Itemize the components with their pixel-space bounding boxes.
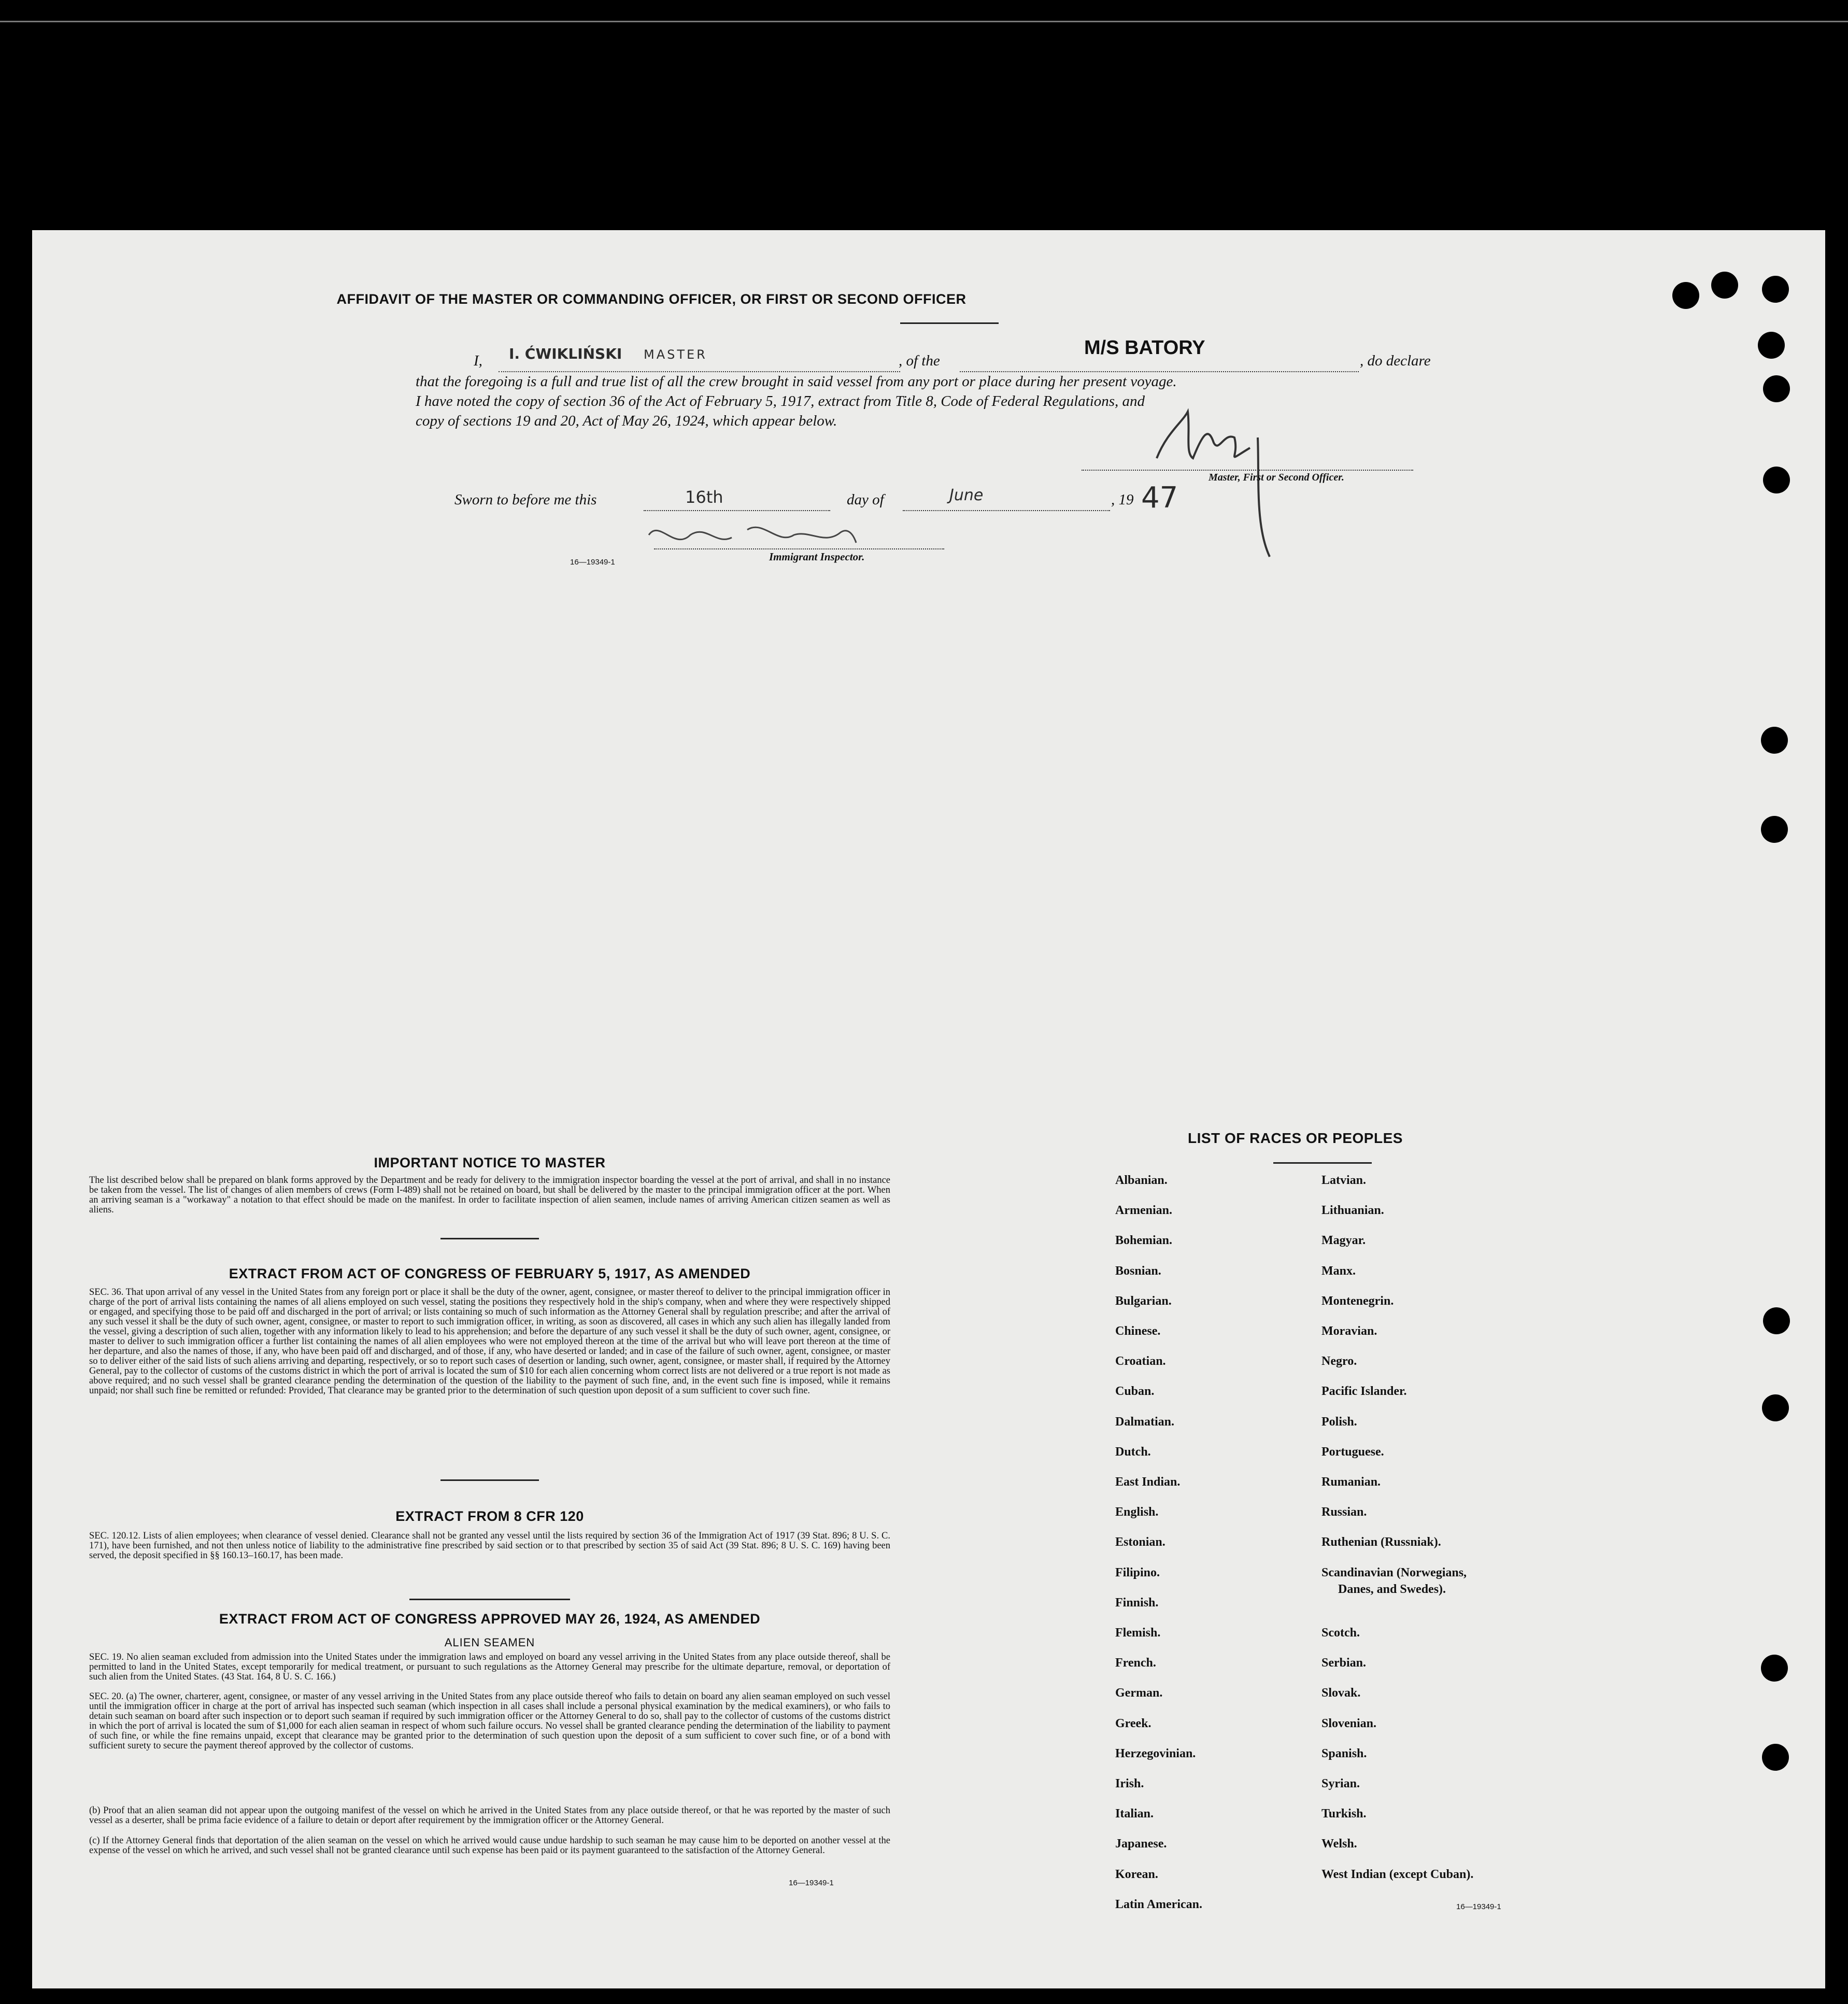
race-item: Magyar. xyxy=(1321,1234,1366,1248)
race-item: Japanese. xyxy=(1115,1837,1167,1851)
cfr-text: SEC. 120.12. Lists of alien employees; when clearance of vessel denied. Clearance shall not be granted any vessel until the lists required by section 36 of the Immigration Act of 1917 (39 Stat. 896; 8 U. S. C. 171), have been furnished, and not then unless notice of liability to the administrative fine prescribed by said section or to that prescribed by section 35 of said Act (39 Stat. 896; 8 U. S. C. 169) having been served, the deposit specified in §§ 160.13–160.17, has been made. xyxy=(89,1531,890,1561)
race-item: Manx. xyxy=(1321,1264,1356,1278)
declarant-position: MASTER xyxy=(644,347,707,362)
race-item: Danes, and Swedes). xyxy=(1338,1582,1446,1596)
race-item: Negro. xyxy=(1321,1354,1357,1368)
race-item: Armenian. xyxy=(1115,1204,1172,1218)
race-item: Bulgarian. xyxy=(1115,1294,1172,1308)
cfr-title: EXTRACT FROM 8 CFR 120 xyxy=(395,1508,584,1524)
notice-title: IMPORTANT NOTICE TO MASTER xyxy=(374,1155,606,1170)
sworn-label: Sworn to before me this xyxy=(454,491,597,508)
vessel-name: M/S BATORY xyxy=(1084,337,1205,359)
declarant-name: I. ĆWIKLIŃSKI xyxy=(509,345,622,362)
race-item: Scotch. xyxy=(1321,1626,1360,1640)
declaration-line-4: copy of sections 19 and 20, Act of May 26, 1924, which appear below. xyxy=(416,413,837,429)
sworn-day: 16th xyxy=(685,487,723,507)
races-divider xyxy=(1273,1162,1372,1164)
race-item: Rumanian. xyxy=(1321,1475,1381,1489)
inspector-signature-line xyxy=(654,548,944,549)
race-item: English. xyxy=(1115,1505,1159,1519)
races-form-number: 16—19349-1 xyxy=(1456,1902,1501,1911)
punch-hole xyxy=(1761,727,1788,754)
race-item: Bohemian. xyxy=(1115,1234,1173,1248)
sworn-month: June xyxy=(949,486,984,504)
race-item: Slovak. xyxy=(1321,1686,1361,1700)
vessel-line xyxy=(960,371,1359,372)
race-item: Filipino. xyxy=(1115,1565,1160,1579)
extract-form-number: 16—19349-1 xyxy=(789,1879,834,1887)
year-prefix: , 19 xyxy=(1111,491,1134,508)
race-item: French. xyxy=(1115,1656,1156,1670)
master-signature-label: Master, First or Second Officer. xyxy=(1209,472,1344,483)
race-item: Greek. xyxy=(1115,1716,1152,1730)
punch-hole xyxy=(1762,1394,1789,1421)
race-item: Italian. xyxy=(1115,1807,1154,1821)
declaration-line-2: that the foregoing is a full and true list of all the crew brought in said vessel from any port or place during her present voyage. xyxy=(416,373,1177,390)
race-item: Cuban. xyxy=(1115,1385,1155,1399)
declarant-name-line xyxy=(499,371,900,372)
sworn-month-line xyxy=(903,510,1110,511)
race-item: Lithuanian. xyxy=(1321,1204,1384,1218)
race-item: East Indian. xyxy=(1115,1475,1181,1489)
race-item: Chinese. xyxy=(1115,1324,1161,1338)
extract-1917-divider xyxy=(440,1479,539,1481)
race-item: Dutch. xyxy=(1115,1445,1151,1459)
race-item: Syrian. xyxy=(1321,1777,1360,1790)
race-item: Welsh. xyxy=(1321,1837,1357,1851)
race-item: Montenegrin. xyxy=(1321,1294,1394,1308)
declarant-i-label: I, xyxy=(474,352,482,369)
races-title: LIST OF RACES OR PEOPLES xyxy=(1188,1130,1403,1146)
punch-hole xyxy=(1763,467,1790,493)
race-item: Latin American. xyxy=(1115,1897,1202,1911)
race-item: Korean. xyxy=(1115,1867,1158,1881)
extract-1917-title: EXTRACT FROM ACT OF CONGRESS OF FEBRUARY 5, 1917, AS AMENDED xyxy=(229,1266,751,1281)
title-divider xyxy=(900,322,999,324)
race-item: Turkish. xyxy=(1321,1807,1367,1821)
punch-hole xyxy=(1763,375,1790,402)
extract-1924-title: EXTRACT FROM ACT OF CONGRESS APPROVED MAY 26, 1924, AS AMENDED xyxy=(219,1611,761,1627)
of-the-label: , of the xyxy=(899,352,940,369)
race-item: Bosnian. xyxy=(1115,1264,1161,1278)
sec-20b-text: (b) Proof that an alien seaman did not appear upon the outgoing manifest of the vessel on which he arrived in the United States from any place outside thereof, or that he was reported by the master of such vessel as a deserter, shall be prima facie evidence of a failure to detain or deport after requirement by the immigration officer or the Attorney General. xyxy=(89,1805,890,1826)
affidavit-form-number: 16—19349-1 xyxy=(570,558,615,567)
inspector-label: Immigrant Inspector. xyxy=(769,551,865,563)
declaration-line-3: I have noted the copy of section 36 of the Act of February 5, 1917, extract from Title 8, Code of Federal Regulations, and xyxy=(416,393,1145,410)
race-item: Albanian. xyxy=(1115,1174,1168,1187)
race-item: Estonian. xyxy=(1115,1535,1165,1549)
race-item: Irish. xyxy=(1115,1777,1144,1790)
scanner-edge-line xyxy=(0,21,1848,22)
race-item: Flemish. xyxy=(1115,1626,1161,1640)
punch-hole xyxy=(1672,282,1699,309)
affidavit-title: AFFIDAVIT OF THE MASTER OR COMMANDING OFFICER, OR FIRST OR SECOND OFFICER xyxy=(336,291,966,307)
day-of-label: day of xyxy=(847,491,884,508)
form-page xyxy=(32,230,1825,1988)
extract-1924-subtitle: ALIEN SEAMEN xyxy=(444,1636,535,1649)
race-item: Pacific Islander. xyxy=(1321,1385,1407,1399)
sec-19-text: SEC. 19. No alien seaman excluded from admission into the United States under the immigration laws and employed on board any vessel arriving in the United States from any place outside thereof, shall be permitted to land in the United States, except temporarily for medical treatment, or pursuant to such regulations as the Attorney General may prescribe for the ultimate departure, removal, or deportation of such alien from the United States. (43 Stat. 164, 8 U. S. C. 166.) xyxy=(89,1652,890,1682)
race-item: Croatian. xyxy=(1115,1354,1166,1368)
punch-hole xyxy=(1762,276,1789,303)
race-item: Scandinavian (Norwegians, xyxy=(1321,1565,1467,1579)
extract-1917-text: SEC. 36. That upon arrival of any vessel in the United States from any foreign port or place it shall be the duty of the owner, agent, consignee, or master thereof to deliver to the principal immigration officer in charge of the port of arrival lists containing the names of all aliens employed on such vessel, stating the positions they respectively hold in the ship's company, when and where they were respectively shipped or engaged, and specifying those to be paid off and discharged in the port of arrival; or lists containing so much of such information as the Attorney General shall by regulation prescribe; and after the arrival of any such vessel it shall be the duty of such owner, agent, consignee, or master to report to such immigration officer, in writing, as soon as discovered, all cases in which any such alien has illegally landed from the vessel, giving a description of such alien, together with any information likely to lead to his apprehension; and before the departure of any such vessel it shall be the duty of such owner, agent, consignee, or master to deliver to such immigration officer a further list containing the names of all alien employees who were not employed thereon at the time of the arrival but who will leave port thereon at the time of her departure, and also the names of those, if any, who have been paid off and discharged, and of those, if any, who have deserted or landed; and in case of the failure of such owner, agent, consignee, or master so to deliver either of the said lists of such aliens arriving and departing, respectively, or so to report such cases of desertion or landing, such owner, agent, consignee, or master shall, if required by the Attorney General, pay to the collector of customs of the customs district in which the port of arrival is located the sum of $10 for each alien concerning whom correct lists are not delivered or a true report is not made as above required; and no such vessel shall be granted clearance pending the determination of the question of the liability to the payment of such fine, and, in the event such fine is imposed, while it remains unpaid; nor shall such fine be remitted or refunded: Provided, That clearance may be granted prior to the determination of such question upon deposit of a sum sufficient to cover such fine. xyxy=(89,1287,890,1396)
sec-20a-text: SEC. 20. (a) The owner, charterer, agent, consignee, or master of any vessel arriving in the United States from any place outside thereof who fails to detain on board any alien seaman employed on such vessel until the immigration officer in charge at the port of arrival has inspected such seaman (which inspection in all cases shall include a personal physical examination by the medical examiners), or who fails to detain such seaman on board after such inspection or to deport such seaman if required by such immigration officer or the Attorney General to do so, shall pay to the collector of customs of the customs district in which the port of arrival is located the sum of $1,000 for each alien seaman in respect of whom such failure occurs. No vessel shall be granted clearance pending the determination of the liability to payment of such fine, or while the fine remains unpaid, except that clearance may be granted prior to the determination of such question upon the deposit of a sum sufficient to cover such fine, or of a bond with sufficient surety to secure the payment thereof approved by the collector of customs. xyxy=(89,1691,890,1751)
master-signature-line xyxy=(1082,470,1413,471)
year-suffix: 47 xyxy=(1141,481,1178,515)
sworn-day-line xyxy=(644,510,830,511)
punch-hole xyxy=(1762,1744,1789,1771)
race-item: Russian. xyxy=(1321,1505,1367,1519)
race-item: German. xyxy=(1115,1686,1163,1700)
race-item: Polish. xyxy=(1321,1415,1357,1429)
do-declare-label: , do declare xyxy=(1360,352,1431,369)
sec-20c-text: (c) If the Attorney General finds that deportation of the alien seaman on the vessel on which he arrived would cause undue hardship to such seaman he may cause him to be deported on another vessel at the expense of the vessel on which he arrived, and such vessel shall not be granted clearance until such expense has been paid or its payment guaranteed to the satisfaction of the Attorney General. xyxy=(89,1836,890,1856)
cfr-divider xyxy=(409,1599,570,1600)
race-item: Dalmatian. xyxy=(1115,1415,1174,1429)
notice-text: The list described below shall be prepared on blank forms approved by the Department and be ready for delivery to the immigration inspector boarding the vessel at the port of arrival, and shall in no instance be taken from the vessel. The list of changes of alien members of crews (Form I-489) shall not be retained on board, but shall be delivered by the master to the principal immigration officer at the port. When an arriving seaman is a "workaway" a notation to that effect should be made on the manifest. In order to facilitate inspection of alien seamen, include names of arriving American citizen seamen as well as aliens. xyxy=(89,1175,890,1215)
race-item: Serbian. xyxy=(1321,1656,1367,1670)
notice-divider xyxy=(440,1238,539,1239)
race-item: Latvian. xyxy=(1321,1174,1367,1187)
race-item: Spanish. xyxy=(1321,1746,1367,1760)
punch-hole xyxy=(1761,816,1788,843)
punch-hole xyxy=(1763,1307,1790,1334)
race-item: Portuguese. xyxy=(1321,1445,1384,1459)
punch-hole xyxy=(1761,1655,1788,1682)
race-item: Moravian. xyxy=(1321,1324,1377,1338)
race-item: Slovenian. xyxy=(1321,1716,1377,1730)
inspector-signature xyxy=(644,514,861,556)
race-item: Ruthenian (Russniak). xyxy=(1321,1535,1441,1549)
race-item: West Indian (except Cuban). xyxy=(1321,1867,1474,1881)
race-item: Finnish. xyxy=(1115,1596,1159,1610)
race-item: Herzegovinian. xyxy=(1115,1746,1196,1760)
punch-hole xyxy=(1711,272,1738,299)
punch-hole xyxy=(1758,332,1785,359)
